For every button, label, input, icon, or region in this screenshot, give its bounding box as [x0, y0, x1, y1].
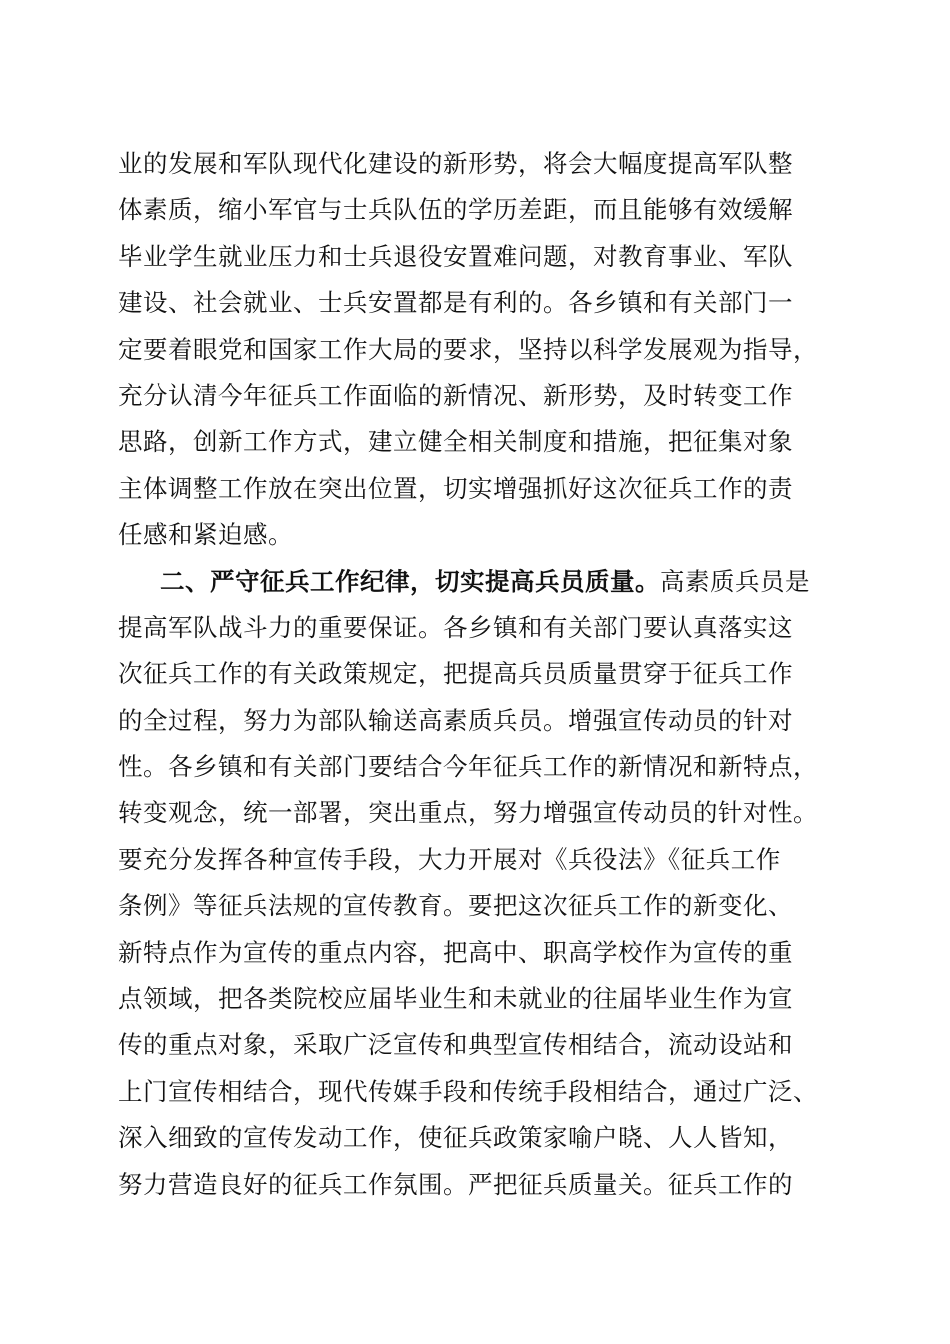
- paragraph-line: 主体调整工作放在突出位置，切实增强抓好这次征兵工作的责: [118, 473, 793, 503]
- paragraph-line: 的全过程，努力为部队输送高素质兵员。增强宣传动员的针对: [118, 705, 793, 735]
- paragraph-line: 毕业学生就业压力和士兵退役安置难问题，对教育事业、军队: [118, 241, 793, 271]
- paragraph-line: 任感和紧迫感。: [118, 520, 293, 550]
- paragraph-line: 上门宣传相结合，现代传媒手段和传统手段相结合，通过广泛、: [118, 1076, 818, 1106]
- paragraph-line: 条例》等征兵法规的宣传教育。要把这次征兵工作的新变化、: [118, 891, 793, 921]
- paragraph-line: 点领域，把各类院校应届毕业生和未就业的往届毕业生作为宣: [118, 984, 793, 1014]
- section-two-heading: 二、严守征兵工作纪律，切实提高兵员质量。: [160, 566, 660, 596]
- paragraph-line: 业的发展和军队现代化建设的新形势，将会大幅度提高军队整: [118, 149, 793, 178]
- paragraph-line: 深入细致的宣传发动工作，使征兵政策家喻户晓、人人皆知，: [118, 1123, 793, 1153]
- paragraph-line: 定要着眼党和国家工作大局的要求，坚持以科学发展观为指导，: [118, 334, 818, 364]
- paragraph-line: 努力营造良好的征兵工作氛围。严把征兵质量关。征兵工作的: [118, 1169, 793, 1199]
- paragraph-line: 体素质，缩小军官与士兵队伍的学历差距，而且能够有效缓解: [118, 195, 793, 225]
- document-body: [118, 141, 838, 1208]
- paragraph-line: 充分认清今年征兵工作面临的新情况、新形势，及时转变工作: [118, 380, 793, 410]
- paragraph-line: 思路，创新工作方式，建立健全相关制度和措施，把征集对象: [118, 427, 793, 457]
- paragraph-line: 新特点作为宣传的重点内容，把高中、职高学校作为宣传的重: [118, 937, 793, 967]
- paragraph-line: 性。各乡镇和有关部门要结合今年征兵工作的新情况和新特点，: [118, 752, 818, 782]
- paragraph-line: 次征兵工作的有关政策规定，把提高兵员质量贯穿于征兵工作: [118, 659, 793, 689]
- section-two-first-line: [118, 559, 838, 605]
- paragraph-line: 转变观念，统一部署，突出重点，努力增强宣传动员的针对性。: [118, 798, 818, 828]
- paragraph-line: 要充分发挥各种宣传手段，大力开展对《兵役法》《征兵工作: [118, 844, 781, 874]
- section-two-text: 高素质兵员是: [660, 566, 810, 596]
- paragraph-line: 建设、社会就业、士兵安置都是有利的。各乡镇和有关部门一: [118, 288, 793, 318]
- paragraph-line: 传的重点对象，采取广泛宣传和典型宣传相结合，流动设站和: [118, 1030, 793, 1060]
- paragraph-line: 提高军队战斗力的重要保证。各乡镇和有关部门要认真落实这: [118, 612, 793, 642]
